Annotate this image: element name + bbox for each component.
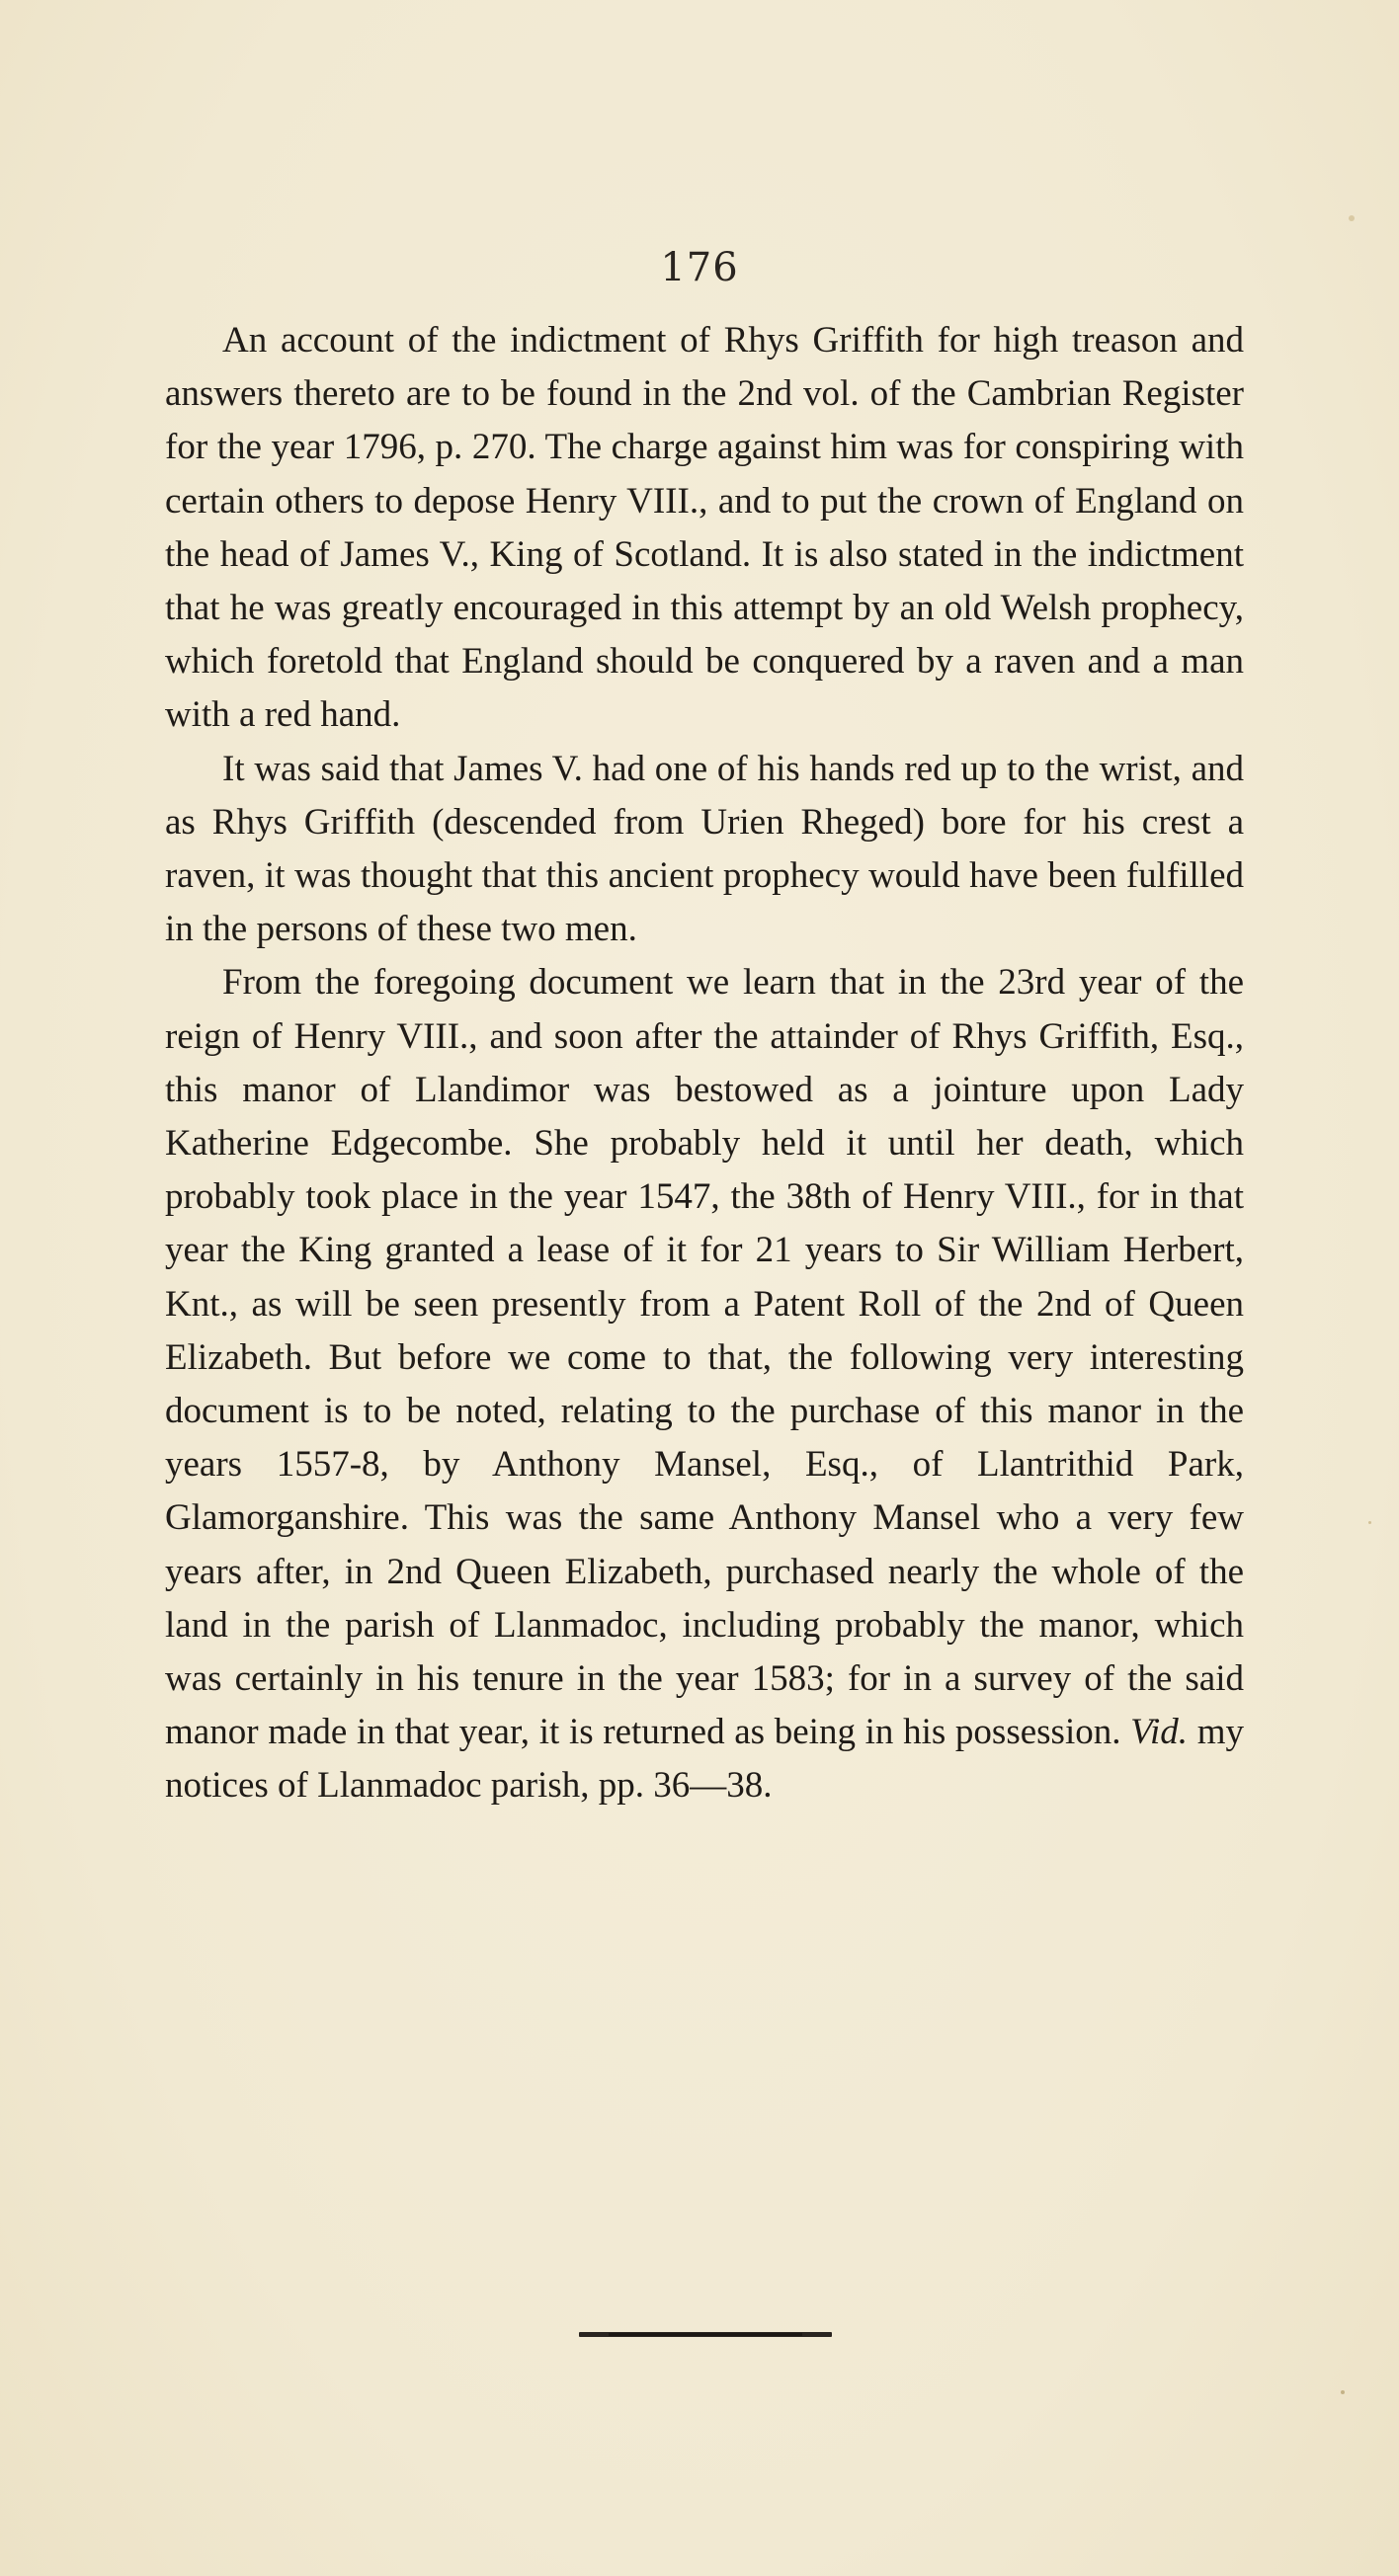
paper-speck [1349, 215, 1355, 221]
body-text [165, 314, 1244, 1813]
manor-history-text: From the foregoing document we learn that in the 23rd year of the reign of Henry VIII., and soon after the attainder of Rhys Griffith, Esq., this manor of Llandimor was bestowed as a jointure upon Lady Katherine Edgecombe. She probably held it until her death, which probably took place in the year 1547, the 38th of Henry VIII., for in that year the King granted a lease of it for 21 years to Sir William Herbert, Knt., as will be seen presently from a Patent Roll of the 2nd of Queen Elizabeth. But before we come to that, the following very interesting document is to be noted, relating to the purchase of this manor in the years 1557-8, by Anthony Mansel, Esq., of Llantrithid Park, Glamorganshire. This was the same Anthony Mansel who a very few years after, in 2nd Queen Elizabeth, purchased nearly the whole of the land in the parish of Llanmadoc, including probably the manor, which was certainly in his tenure in the year 1583; for in a survey of the said manor made in that year, it is returned as being in his possession. [165, 962, 1244, 1753]
vid-reference: Vid. [1130, 1712, 1189, 1753]
paragraph-prophecy: It was said that James V. had one of his hands red up to the wrist, and as Rhys Griffith (descended from Urien Rheged) bore for his crest a raven, it was thought that this ancient prophecy would have been fulfilled in the persons of these two men. [165, 748, 1244, 950]
paper-speck [1341, 2390, 1345, 2394]
paragraph-manor-history [165, 956, 1244, 1812]
paper-speck [1368, 1521, 1371, 1524]
parish-notice-reference: my notices of Llanmadoc parish, pp. 36—38. [165, 1712, 1245, 1807]
page-number: 176 [660, 245, 739, 290]
section-divider-rule [579, 2332, 832, 2337]
paragraph-indictment: An account of the indictment of Rhys Griffith for high treason and answers thereto are to be found in the 2nd vol. of the Cambrian Register for the year 1796, p. 270. The charge against him was for conspiring with certain others to depose Henry VIII., and to put the crown of England on the head of James V., King of Scotland. It is also stated in the indictment that he was greatly encouraged in this attempt by an old Welsh prophecy, which foretold that England should be conquered by a raven and a man with a red hand. [165, 320, 1244, 736]
